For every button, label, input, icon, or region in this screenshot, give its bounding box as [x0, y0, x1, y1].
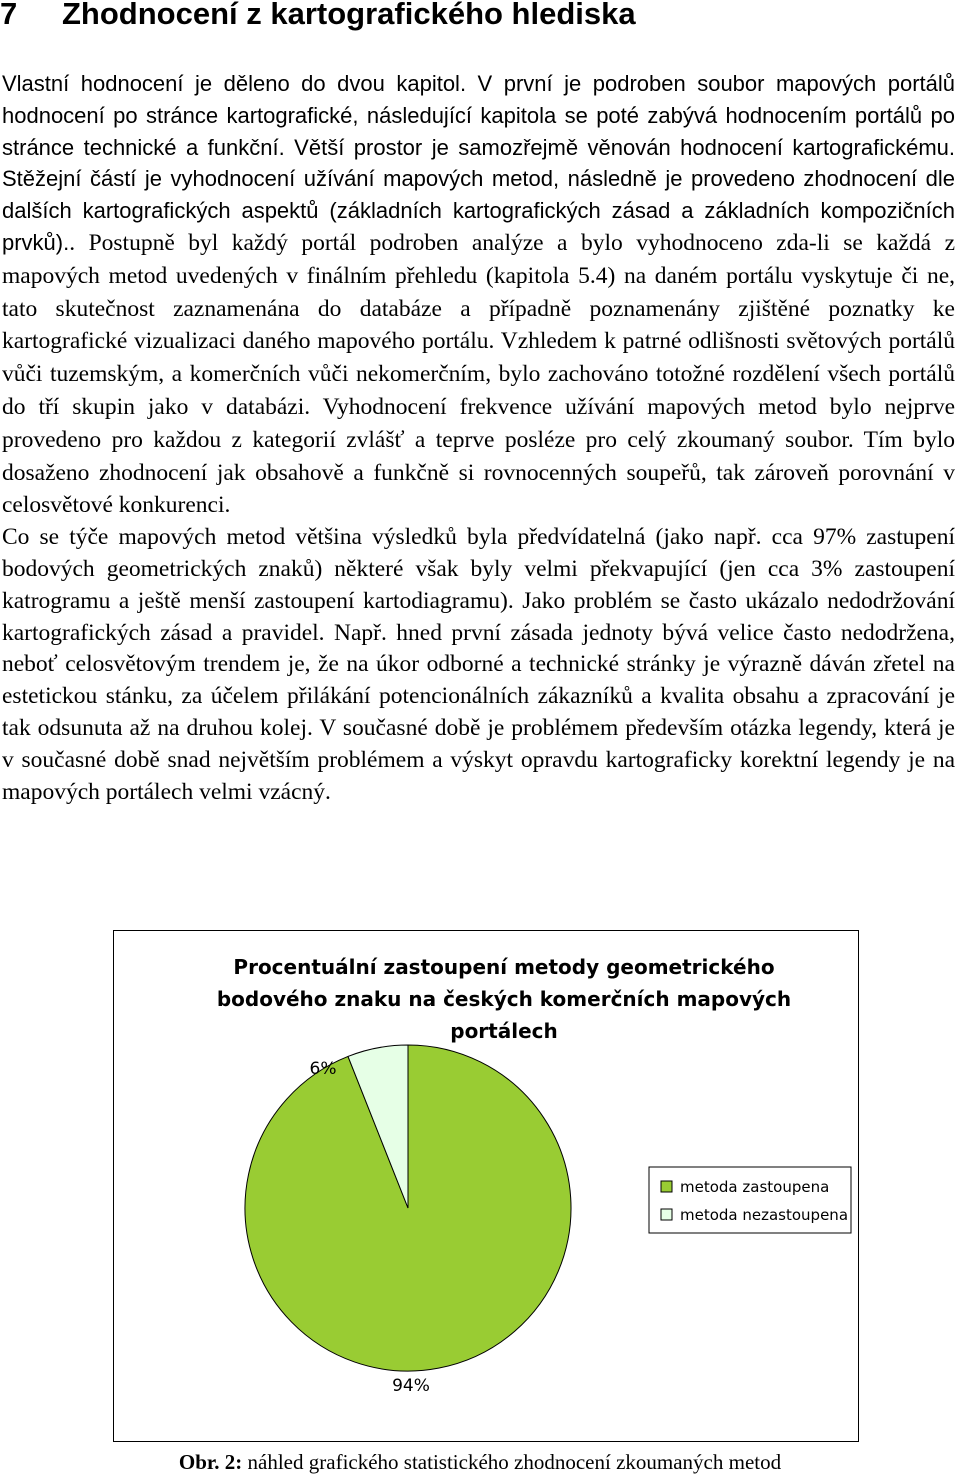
- chart-title-line-2: bodového znaku na českých komerčních mapových: [216, 987, 792, 1011]
- legend-swatch-metoda-nezastoupena: [661, 1209, 672, 1220]
- section-title: Zhodnocení z kartografického hlediska: [62, 0, 636, 31]
- paragraph-methods: Co se týče mapových metod většina výsledků byla předvídatelná (jako např. cca 97% zastupení bodových geometrických znaků) některé však byly velmi překvapující (jen cca 3% zastoupení katrogramu a ještě menší zastoupení kartodiagramu). Jako problém se často ukázalo nedodržování kartografických zásad a pravidel. Např. hned první zásada jednoty bývá velice často nedodržena, neboť celosvětovým trendem je, že na úkor odborné a technické stránky je výrazně dáván zřetel na estetickou stánku, za účelem přilákání potencionálních zákazníků a kvalita obsahu a zpracování je tak odsunuta až na druhou kolej. V současné době je problémem především otázka legendy, která je v současné době snad největším problémem a výskyt opravdu kartograficky korektní legendy je na mapových portálech velmi vzácný.: [2, 524, 955, 805]
- figure-chart: [113, 930, 859, 1442]
- paragraph-intro-serif-a: . Postupně byl každý portál podroben analýze a bylo vyhodnoceno zda-li se každá z mapových metod uvedených v finálním přehledu (kapitola 5.4) na daném portálu vyskytuje či ne, tato skutečnost zaznamenána do databáze a případně poznamenány zjištěné poznatky ke kartografické vizualizaci daného mapového portálu.: [2, 229, 955, 355]
- legend-label-metoda-nezastoupena: metoda nezastoupena: [680, 1206, 849, 1224]
- figure-caption: [0, 1447, 960, 1477]
- legend-swatch-metoda-zastoupena: [661, 1181, 672, 1192]
- caption-prefix: Obr. 2:: [178, 1450, 243, 1474]
- body-text: [2, 68, 955, 808]
- chart-title-line-3: portálech: [450, 1019, 558, 1043]
- pie-slices: [245, 1045, 571, 1371]
- chart-legend: [649, 1167, 851, 1233]
- chart-title-line-1: Procentuální zastoupení metody geometrického: [233, 955, 775, 979]
- paragraph-intro-sans: Vlastní hodnocení je děleno do dvou kapitol. V první je podroben soubor mapových portálů hodnocení po stránce kartografické, následující kapitola se poté zabývá hodnocením portálů po stránce technické a funkční. Větší prostor je samozřejmě věnován hodnocení kartografickému. Stěžejní částí je vyhodnocení užívání mapových metod, následně je provedeno zhodnocení dle dalších kartografických aspektů (základních kartografických zásad a základních kompozičních prvků).: [2, 71, 955, 255]
- section-number: 7: [0, 0, 18, 31]
- section-heading: [0, 0, 636, 34]
- legend-label-metoda-zastoupena: metoda zastoupena: [680, 1178, 830, 1196]
- paragraph-intro: [2, 68, 955, 522]
- caption-text: náhled grafického statistického zhodnocení zkoumaných metod: [242, 1450, 782, 1474]
- pie-chart: [114, 931, 858, 1441]
- slice-label-metoda-nezastoupena: 6%: [309, 1059, 337, 1079]
- paragraph-intro-serif-b: Vzhledem k patrné odlišnosti světových portálů vůči tuzemským, a komerčních vůči nekomerčním, bylo zachováno totožné rozdělení všech portálů do tří skupin jako v databázi. Vyhodnocení frekvence užívání mapových metod bylo nejprve provedeno pro každou z kategorií zvlášť a teprve posléze pro celý zkoumaný soubor. Tím bylo dosaženo zhodnocení jak obsahově a funkčně si rovnocenných soupeřů, tak zároveň porovnání v celosvětové konkurenci.: [2, 328, 956, 519]
- slice-label-metoda-zastoupena: 94%: [392, 1376, 430, 1396]
